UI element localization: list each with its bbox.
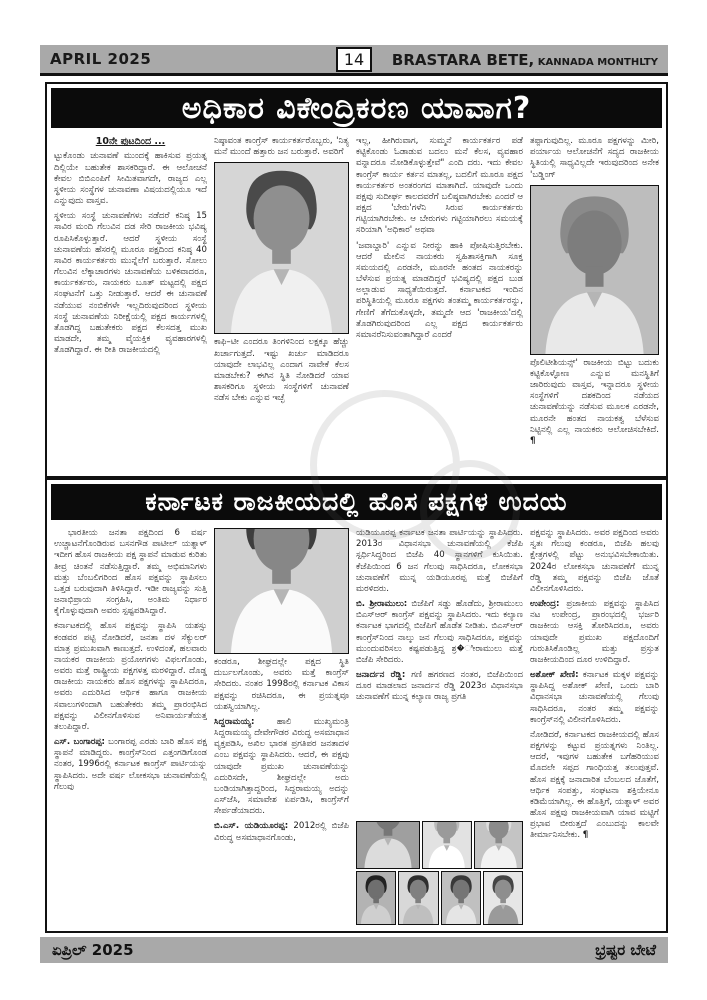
body-paragraph: ಟ್ಟುಕೊಂಡು ಚುನಾವಣೆ ಮುಂದಕ್ಕೆ ಹಾಕಿಸುವ ಪ್ರಯತ್ನ ದಿಲ್ಲಿಯೇ ಬಹುತೇಕ ಶಾಸಕರಿದ್ದಾರೆ. ಈ ಆಲೋಚನೆ ಕೇವಲ ಬಿಬಿಎಂಪಿಗೆ ಸೀಮಿತವಾಗದೇ, ರಾಜ್ಯದ ಎಲ್ಲ ಸ್ಥಳೀಯ ಸಂಸ್ಥೆಗಳ ಚುನಾವಣಾ ವಿಷಯದಲ್ಲಿಯೂ ಇದೆ ಎನ್ನುವುದು ವಾಸ್ತವ. [54,151,207,207]
subhead-janardhana-reddy: ಜನಾರ್ದನ ರೆಡ್ಡಿ: [356,670,406,681]
article1-column-3 [356,136,523,470]
body-paragraph: ನಿಷ್ಠಾವಂತ ಕಾಂಗ್ರೆಸ್ ಕಾರ್ಯಕರ್ತರೊಬ್ಬರು, 'ನಿತ್ಯ ಮನೆ ಮುಂದೆ ಹತ್ತಾರು ಜನ ಬರುತ್ತಾರೆ. ಅವರಿಗೆ [214,136,349,158]
body-paragraph: ಸಿದ್ದರಾಮಯ್ಯ: ಹಾಲಿ ಮುಖ್ಯಮಂತ್ರಿ ಸಿದ್ದರಾಮಯ್ಯ ದೇವೇಗೌಡರ ವಿರುದ್ಧ ಅಸಮಾಧಾನ ವ್ಯಕ್ತಪಡಿಸಿ, ಅಖಿಲ ಭಾರತ ಪ್ರಗತಿಪರ ಜನತಾದಳ ಎಂಬ ಪಕ್ಷವನ್ನು ಸ್ಥಾಪಿಸಿದರು. ಆದರೆ, ಈ ಪಕ್ಷವು ಯಾವುದೇ ಪ್ರಮುಖ ಚುನಾವಣೆಯನ್ನು ಎದುರಿಸದೇ, ಶೀಘ್ರದಲ್ಲೇ ಅದು ಬಂಡಿಯಾಗಿತ್ತಾದ್ದರಿಂದ, ಸಿದ್ದರಾಮಯ್ಯ ಅದನ್ನು ಎಸ್‌ಜೆಸಿ, ಸಮಾವೇಶ ಏರ್ಪಡಿಸಿ, ಕಾಂಗ್ರೆಸ್‌ಗೆ ಸೇರ್ಪಡೆಯಾದರು. [214,716,349,817]
subhead-upendra: ಉಪೇಂದ್ರ: [530,599,560,610]
article2-column-4 [530,528,659,925]
page-footer-bar [40,937,668,963]
body-paragraph: ಅಶೋಕ್ ಖೇಣಿ: ಕರ್ನಾಟಕ ಮಕ್ಕಳ ಪಕ್ಷವನ್ನು ಸ್ಥಾಪಿಸಿದ್ದ ಅಶೋಕ್ ಖೇಣಿ, ಒಂದು ಬಾರಿ ವಿಧಾನಸಭಾ ಚುನಾವಣೆಯಲ್ಲಿ ಗೆಲುವು ಸಾಧಿಸಿದರೂ, ನಂತರ ತಮ್ಮ ಪಕ್ಷವನ್ನು ಕಾಂಗ್ರೆಸ್‌ನಲ್ಲಿ ವಿಲೀನಗೊಳಿಸಿದರು. [530,670,659,725]
montage-photo-4 [356,871,396,925]
body-paragraph: ಪಕ್ಷವನ್ನು ಸ್ಥಾಪಿಸಿದರು. ಅವರ ಪಕ್ಷದಿಂದ ಅವರು ಸ್ವತಃ ಗೆಲುವು ಕಂಡರೂ, ಬಿಜೆಪಿ ಹಲವು ಕ್ಷೇತ್ರಗಳಲ್ಲಿ ಪೆಟ್ಟು ಅನುಭವಿಸಬೇಕಾಯಿತು. 2024ರ ಲೋಕಸಭಾ ಚುನಾವಣೆಗೆ ಮುನ್ನ ರೆಡ್ಡಿ ತಮ್ಮ ಪಕ್ಷವನ್ನು ಬಿಜೆಪಿ ಜೊತೆ ವಿಲೀನಗೊಳಿಸಿದರು. [530,528,659,594]
politician-photo-1 [214,162,349,334]
end-of-article-mark: ¶ [582,830,589,841]
end-of-article-mark: ¶ [530,435,536,446]
body-paragraph: ಬಿ.ಎಸ್. ಯಡಿಯೂರಪ್ಪ: 2012ರಲ್ಲಿ ಬಿಜೆಪಿ ವಿರುದ್ಧ ಅಸಮಾಧಾನಗೊಂಡು, [214,821,349,843]
montage-photo-2 [422,821,472,869]
body-paragraph: 'ಜವಾಬ್ದಾರಿ' ಎನ್ನುವ ನೀರನ್ನು ಹಾಕಿ ಪೋಷಿಸುತ್ತಿರಬೇಕು. ಆದರೆ ಮೇಲಿನ ನಾಯಕರು ಸ್ವಹಿತಾಸಕ್ತಿಗಾಗಿ ಸೂಕ್ತ ಸಮಯದಲ್ಲಿ ಎರಡನೇ, ಮೂರನೇ ಹಂತದ ನಾಯಕರನ್ನು ಬೆಳೆಸುವ ಪ್ರಯತ್ನ ಮಾಡದಿದ್ದರೆ ಭವಿಷ್ಯದಲ್ಲಿ ಪಕ್ಷದ ಬುಡ ಅಲ್ಲಾಡುವ ಸಾಧ್ಯತೆಯಿರುತ್ತದೆ. ಕರ್ನಾಟಕದ ಇಂದಿನ ಪರಿಸ್ಥಿತಿಯಲ್ಲಿ ಮೂರೂ ಪಕ್ಷಗಳು ತಂತಮ್ಮ ಕಾರ್ಯಕರ್ತರನ್ನು, ಗೇಣಿಗೆ ತೆಗೆದುಕೊಳ್ಳದೇ, ತಮ್ಮದೇ ಆದ 'ರಾಜಕೀಯ'ದಲ್ಲಿ ತೊಡಗಿರುವುದರಿಂದ ಎಲ್ಲ ಪಕ್ಷದ ಕಾರ್ಯಕರ್ತರು ಸಮಾನರೆನಿಸುವಂತಾಗಿದ್ದಾರೆ ಎಂದರೆ [356,240,523,340]
article2-body [47,524,666,931]
montage-row-2 [356,871,523,925]
article1-headline: ಅಧಿಕಾರ ವಿಕೇಂದ್ರಿಕರಣ ಯಾವಾಗ? [51,88,662,128]
issue-date: APRIL 2025 [50,50,152,68]
article2-headline: ಕರ್ನಾಟಕ ರಾಜಕೀಯದಲ್ಲಿ ಹೊಸ ಪಕ್ಷಗಳ ಉದಯ [51,484,662,520]
page-header-bar [40,45,668,76]
politicians-photo-montage [356,821,523,925]
body-paragraph: ಎಸ್. ಬಂಗಾರಪ್ಪ: ಬಂಗಾರಪ್ಪ ಎರಡು ಬಾರಿ ಹೊಸ ಪಕ್ಷ ಸ್ಥಾಪನೆ ಮಾಡಿದ್ದರು. ಕಾಂಗ್ರೆಸ್‌ನಿಂದ ಎತ್ತಂಗಡಿಗೊಂಡ ನಂತರ, 1996ರಲ್ಲಿ ಕರ್ನಾಟಕ ಕಾಂಗ್ರೆಸ್ ಪಾರ್ಟಿಯನ್ನು ಸ್ಥಾಪಿಸಿದರು. ಅದೇ ವರ್ಷ ಲೋಕಸಭಾ ಚುನಾವಣೆಯಲ್ಲಿ ಗೆಲುವು [54,737,207,792]
body-paragraph: ನೋಡಿದರೆ, ಕರ್ನಾಟಕದ ರಾಜಕೀಯದಲ್ಲಿ ಹೊಸ ಪಕ್ಷಗಳನ್ನು ಕಟ್ಟುವ ಪ್ರಯತ್ನಗಳು ನಿಂತಿಲ್ಲ. ಆದರೆ, ಇವುಗಳ ಬಹುತೇಕ ಬಗೆಹರಿಯುವ ಮೊದಲೇ ಸಪ್ಪದ ಗಾಂಧಿಯತ್ತ ತಲುಪುತ್ತವೆ. ಹೊಸ ಪಕ್ಷಕ್ಕೆ ಜನಾದಾರಿತ ಬೆಂಬಲದ ಜೊತೆಗೆ, ಆರ್ಥಿಕ ಸಂಪತ್ತು, ಸಂಘಟನಾ ಶಕ್ತಿಯೇನೂ ಕಡಿಮೆಯಾಗಿಲ್ಲ. ಈ ಹೊತ್ತಿಗೆ, ಯತ್ನಾಳ್ ಅವರ ಹೊಸ ಪಕ್ಷವು ರಾಜಕೀಯವಾಗಿ ಯಾವ ಮಟ್ಟಿಗೆ ಪ್ರಭಾವ ಬೀರುತ್ತದೆ ಎಂಬುದನ್ನು ಕಾಲವೇ ತೀರ್ಮಾನಿಸಬೇಕು. ¶ [530,729,659,841]
article2-column-2 [214,528,349,925]
masthead-title: BRASTARA BETE, [391,50,535,69]
article1-column-4 [530,136,659,470]
montage-photo-7 [483,871,523,925]
continued-from-label: 10ನೇ ಪುಟದಿಂದ ... [95,136,166,147]
politician-photo-2 [530,185,659,355]
article1-body [47,132,666,476]
body-paragraph: ಕಾಫಿ–ಟೀ ಎಂದರೂ ತಿಂಗಳಿನಿಂದ ಲಕ್ಷಕ್ಕೂ ಹೆಚ್ಚು ಖರ್ಚಾಗುತ್ತದೆ. ಇಷ್ಟು ಖರ್ಚು ಮಾಡಿದರೂ ಯಾವುದೇ ಲಾಭವಿಲ್ಲ ಎಂದಾಗ ನಾವೇಕೆ ಕೆಲಸ ಮಾಡಬೇಕು? ಈಗಿನ ಸ್ಥಿತಿ ನೋಡಿದರೆ ಯಾವ ಶಾಸಕರಿಗೂ ಸ್ಥಳೀಯ ಸಂಸ್ಥೆಗಳಿಗೆ ಚುನಾವಣೆ ನಡೆಸ ಬೇಕು ಎನ್ನುವ ಇಚ್ಛೆ [214,337,349,404]
subhead-yediyurappa: ಬಿ.ಎಸ್. ಯಡಿಯೂರಪ್ಪ: [214,821,289,832]
montage-photo-6 [441,871,481,925]
montage-photo-5 [398,871,438,925]
subhead-ashok-kheny: ಅಶೋಕ್ ಖೇಣಿ: [530,670,579,681]
body-paragraph: ಪೊಲಿಟೀಶಿಯನ್ಸ್' ರಾಜಕೀಯ ಬಿಟ್ಟು ಬದುಕು ಕಟ್ಟಿಕೊಳ್ಳೋಣ ಎನ್ನುವ ಮನಸ್ಥಿತಿಗೆ ಜಾರಿರುವುದು ವಾಸ್ತವ, ಇನ್ನಾದರೂ ಸ್ಥಳೀಯ ಸಂಸ್ಥೆಗಳಿಗೆ ದಶಕದಿಂದ ನಡೆಯದ ಚುನಾವಣೆಯನ್ನು ನಡೆಸುವ ಮೂಲಕ ಎರಡನೇ, ಮೂರನೇ ಹಂತದ ನಾಯಕತ್ವ ಬೆಳೆಸುವ ನಿಟ್ಟಿನಲ್ಲಿ ಎಲ್ಲ ನಾಯಕರು ಆಲೋಚಿಸಬೇಕಿದೆ. ¶ [530,357,659,446]
footer-date: ಏಪ್ರಿಲ್ 2025 [52,941,134,959]
masthead [392,50,658,69]
body-paragraph: ಜನಾರ್ದನ ರೆಡ್ಡಿ: ಗಣಿ ಹಗರಣದ ನಂತರ, ಬಿಜೆಪಿಯಿಂದ ದೂರ ಮಾಡಲಾದ ಜನಾರ್ದನ ರೆಡ್ಡಿ 2023ರ ವಿಧಾನಸಭಾ ಚುನಾವಣೆಗೆ ಮುನ್ನ ಕಲ್ಯಾಣ ರಾಜ್ಯ ಪ್ರಗತಿ [356,670,523,703]
body-paragraph: ಸ್ಥಳೀಯ ಸಂಸ್ಥೆ ಚುನಾವಣೆಗಳು ನಡೆದರೆ ಕನಿಷ್ಠ 15 ಸಾವಿರ ಮಂದಿ ಗೆಲುವಿನ ದಡ ಸೇರಿ ರಾಜಕೀಯ ಭವಿಷ್ಯ ರೂಪಿಸಿಕೊಳ್ಳುತ್ತಾರೆ. ಆದರೆ ಸ್ಥಳೀಯ ಸಂಸ್ಥೆ ಚುನಾವಣೆಯ ಹೆಸರಲ್ಲಿ ಮೂರೂ ಪಕ್ಷದಿಂದ ಕನಿಷ್ಠ 40 ಸಾವಿರ ಕಾರ್ಯಕರ್ತರು ಮುನ್ನೆಲೆಗೆ ಬರುತ್ತಾರೆ. ಸೋಲು ಗೆಲುವಿನ ಲೆಕ್ಕಾಚಾರಗಳು ಚುನಾವಣೆಯ ಬಳಿಕವಾದರೂ, ಕಾರ್ಯಕರ್ತರು, ನಾಯಕರು ಬೂತ್ ಮಟ್ಟದಲ್ಲಿ ಪಕ್ಷದ ಸಂಘಟನೆಗೆ ಒತ್ತು ನೀಡುತ್ತಾರೆ. ಆದರೆ ಈ ಚುನಾವಣೆ ನಡೆಯುವ ನಂಬಿಕೆಗಳೇ ಇಲ್ಲದಿರುವುದರಿಂದ ಸ್ಥಳೀಯ ಸಂಸ್ಥೆ ಚುನಾವಣೆಯ ನಿರೀಕ್ಷೆಯಲ್ಲಿ ಪಕ್ಷದ ಕಾರ್ಯಗಳಲ್ಲಿ ತೊಡಗಿದ್ದ ಬಹುತೇಕರು ಪಕ್ಷದ ಕೆಲಸದತ್ತ ಮುಖ ಮಾಡದೇ, ತಮ್ಮ ವೈಯಕ್ತಿಕ ವ್ಯವಹಾರಗಳಲ್ಲಿ ತೊಡಗಿದ್ದಾರೆ. ಈ ರೀತಿ ರಾಜಕೀಯದಲ್ಲಿ [54,211,207,356]
montage-photo-1 [356,821,420,869]
subhead-sriramulu: ಬಿ. ಶ್ರೀರಾಮುಲು: [356,599,408,610]
article1-frame [45,82,668,478]
article1-column-1 [54,136,207,470]
body-paragraph: ಇಲ್ಲ, ಹೀಗಿರುವಾಗ, ಸುಮ್ಮನೆ ಕಾರ್ಯಕರ್ತರ ಪಡೆ ಕಟ್ಟಿಕೊಂಡು ಓಡಾಡುವ ಬದಲು ಮನೆ ಕೆಲಸ, ವ್ಯವಹಾರ ವನ್ನಾದರೂ ನೋಡಿಕೊಳ್ಳುತ್ತೇವೆ" ಎಂದಿ ದರು. ಇದು ಕೇವಲ ಕಾಂಗ್ರೆಸ್ ಕಾರ್ಯ ಕರ್ತನ ಮಾತಲ್ಲ, ಬದಲಿಗೆ ಮೂರೂ ಪಕ್ಷದ ಕಾರ್ಯಕರ್ತರ ಅಂತರಂಗದ ಮಾತಾಗಿದೆ. ಯಾವುದೇ ಒಂದು ಪಕ್ಷವು ಸುದೀರ್ಘ ಕಾಲದವರೆಗೆ ಬಲಿಷ್ಠವಾಗಿರಬೇಕು ಎಂದರೆ ಆ ಪಕ್ಷದ 'ಬೇರು'ಗಳೆನಿ ಸಿರುವ ಕಾರ್ಯಕರ್ತರು ಗಟ್ಟಿಯಾಗಿರಬೇಕು. ಆ ಬೇರುಗಳು ಗಟ್ಟಿಯಾಗಿರಲು ಸಮಯಕ್ಕೆ ಸರಿಯಾಗಿ 'ಅಧಿಕಾರ' ಅಥವಾ [356,136,523,236]
body-paragraph: ಯಡಿಯೂರಪ್ಪ ಕರ್ನಾಟಕ ಜನತಾ ಪಾರ್ಟಿಯನ್ನು ಸ್ಥಾಪಿಸಿದರು. 2013ರ ವಿಧಾನಸಭಾ ಚುನಾವಣೆಯಲ್ಲಿ ಕೆಜೆಪಿ ಸ್ಪರ್ಧಿಸಿದ್ದರಿಂದ ಬಿಜೆಪಿ 40 ಸ್ಥಾನಗಳಿಗೆ ಕುಸಿಯಿತು. ಕೆಜೆಪಿಯಿಂದ 6 ಜನ ಗೆಲುವು ಸಾಧಿಸಿದರೂ, ಲೋಕಸಭಾ ಚುನಾವಣೆಗೆ ಮುನ್ನ ಯಡಿಯೂರಪ್ಪ ಮತ್ತೆ ಬಿಜೆಪಿಗೆ ಮರಳಿದರು. [356,528,523,594]
body-paragraph: ಬಿ. ಶ್ರೀರಾಮುಲು: ಬಿಜೆಪಿಗೆ ಸಡ್ಡು ಹೊಡೆದು, ಶ್ರೀರಾಮುಲು ಬಿಎಸ್‌ಆರ್ ಕಾಂಗ್ರೆಸ್ ಪಕ್ಷವನ್ನು ಸ್ಥಾಪಿಸಿದರು. ಇದು ಕಲ್ಯಾಣ ಕರ್ನಾಟಕ ಭಾಗದಲ್ಲಿ ಬಿಜೆಪಿಗೆ ಹೊಡೆತ ನೀಡಿತು. ಬಿಎಸ್‌ಆರ್ ಕಾಂಗ್ರೆಸ್‌ನಿಂದ ನಾಲ್ಕು ಜನ ಗೆಲುವು ಸಾಧಿಸಿದರೂ, ಪಕ್ಷವನ್ನು ಮುಂದುವರಿಸಲು ಕಷ್ಟಪಡುತ್ತಿದ್ದ ಶ್ರ�ೀರಾಮುಲು ಮತ್ತೆ ಬಿಜೆಪಿ ಸೇರಿದರು. [356,599,523,665]
body-paragraph: ಕರ್ನಾಟಕದಲ್ಲಿ ಹೊಸ ಪಕ್ಷವನ್ನು ಸ್ಥಾಪಿಸಿ ಯಶಸ್ಸು ಕಂಡವರ ಪಟ್ಟಿ ನೋಡಿದರೆ, ಜನತಾ ದಳ ಸೆಕ್ಯುಲರ್ ಮಾತ್ರ ಪ್ರಮುಖವಾಗಿ ಕಾಣುತ್ತದೆ. ಉಳಿದಂತೆ, ಹಲವಾರು ನಾಯಕರ ರಾಜಕೀಯ ಪ್ರಯೋಗಗಳು ವಿಫಲಗೊಂಡು, ಅವರು ಮತ್ತೆ ರಾಷ್ಟ್ರೀಯ ಪಕ್ಷಗಳತ್ತ ಮರಳಿದ್ದಾರೆ. ದೊಡ್ಡ ರಾಜಕೀಯ ನಾಯಕರು ಹೊಸ ಪಕ್ಷಗಳನ್ನು ಸ್ಥಾಪಿಸಿದರೂ, ಅವರು ಎದುರಿಸಿದ ಆರ್ಥಿಕ ಹಾಗೂ ರಾಜಕೀಯ ಸವಾಲುಗಳಿಂದಾಗಿ ಬಹುತೇಕರು ತಮ್ಮ ಪ್ರಾರಂಭಿಸಿದ ಪಕ್ಷವನ್ನು ವಿಲೀನಗೊಳಿಸುವ ಅನಿವಾರ್ಯತೆಯತ್ತ ತಲುಪಿದ್ದಾರೆ. [54,621,207,732]
article2-column-1 [54,528,207,925]
politician-photo-3 [214,528,349,654]
subhead-bangarappa: ಎಸ್. ಬಂಗಾರಪ್ಪ: [54,737,105,748]
article1-column-2 [214,136,349,470]
footer-paper-name: ಭ್ರಷ್ಟರ ಬೇಟೆ [595,941,656,959]
page-number: 14 [336,47,372,72]
body-paragraph: ತಪ್ಪಾಗುವುದಿಲ್ಲ. ಮೂರೂ ಪಕ್ಷಗಳನ್ನು ಮೀರಿ, ಪರ್ಯಾಯ ಆಲೋಚನೆಗೆ ಸದ್ಯದ ರಾಜಕೀಯ ಸ್ಥಿತಿಯಲ್ಲಿ ಸಾಧ್ಯವಿಲ್ಲದೇ ಇರುವುದರಿಂದ ಅನೇಕ 'ಬಡ್ಡಿಂಗ್ [530,136,659,180]
article2-column-3 [356,528,523,925]
masthead-subtitle: KANNADA MONTHLTY [534,56,658,68]
montage-photo-3 [474,821,524,869]
body-paragraph: ಕಂಡರೂ, ಶೀಘ್ರದಲ್ಲೇ ಪಕ್ಷದ ಸ್ಥಿತಿ ದುರ್ಬಲಗೊಂಡು, ಅವರು ಮತ್ತೆ ಕಾಂಗ್ರೆಸ್ ಸೇರಿದರು. ನಂತರ 1998ರಲ್ಲಿ ಕರ್ನಾಟಕ ವಿಕಾಸ ಪಕ್ಷವನ್ನು ರಚಿಸಿದರೂ, ಈ ಪ್ರಯತ್ನವೂ ಯಶಸ್ವಿಯಾಗಿಲ್ಲ. [214,657,349,712]
subhead-siddaramaiah: ಸಿದ್ದರಾಮಯ್ಯ: [214,716,255,727]
article2-frame [45,478,668,933]
body-paragraph: ಉಪೇಂದ್ರ: ಪ್ರಜಾಕೀಯ ಪಕ್ಷವನ್ನು ಸ್ಥಾಪಿಸಿದ ನಟ ಉಪೇಂದ್ರ, ಪ್ರಾರಂಭದಲ್ಲಿ ಭರ್ಜರಿ ರಾಜಕೀಯ ಆಸಕ್ತಿ ತೋರಿಸಿದರೂ, ಅವರು ಯಾವುದೇ ಪ್ರಮುಖ ಪಕ್ಷದೊಂದಿಗೆ ಗುರುತಿಸಿಕೊಂಡಿಲ್ಲ ಮತ್ತು ಪ್ರಸ್ತುತ ರಾಜಕೀಯದಿಂದ ದೂರ ಉಳಿದಿದ್ದಾರೆ. [530,599,659,665]
body-paragraph: ಭಾರತೀಯ ಜನತಾ ಪಕ್ಷದಿಂದ 6 ವರ್ಷ ಉಚ್ಚಾಟನೆಗೊಂಡಿರುವ ಬಸನಗೌಡ ಪಾಟೀಲ್ ಯತ್ನಾಳ್ ಇದೀಗ ಹೊಸ ರಾಜಕೀಯ ಪಕ್ಷ ಸ್ಥಾಪನೆ ಮಾಡುವ ಕುರಿತು ತೀವ್ರ ಚಿಂತನೆ ನಡೆಸುತ್ತಿದ್ದಾರೆ. ತಮ್ಮ ಅಭಿಮಾನಿಗಳು ಮತ್ತು ಬೆಂಬಲಿಗರಿಂದ ಹೊಸ ಪಕ್ಷವನ್ನು ಸ್ಥಾಪಿಸಲು ಒತ್ತಡ ಬರುವುದಾಗಿ ತಿಳಿಸಿದ್ದಾರೆ. ಇಡೀ ರಾಜ್ಯವನ್ನು ಸುತ್ತಿ ಜನಾಭಿಪ್ರಾಯ ಸಂಗ್ರಹಿಸಿ, ಅಂತಿಮ ನಿರ್ಧಾರ ಕೈಗೊಳ್ಳುವುದಾಗಿ ಅವರು ಸ್ಪಷ್ಟಪಡಿಸಿದ್ದಾರೆ. [54,528,207,617]
montage-row-1 [356,821,523,869]
